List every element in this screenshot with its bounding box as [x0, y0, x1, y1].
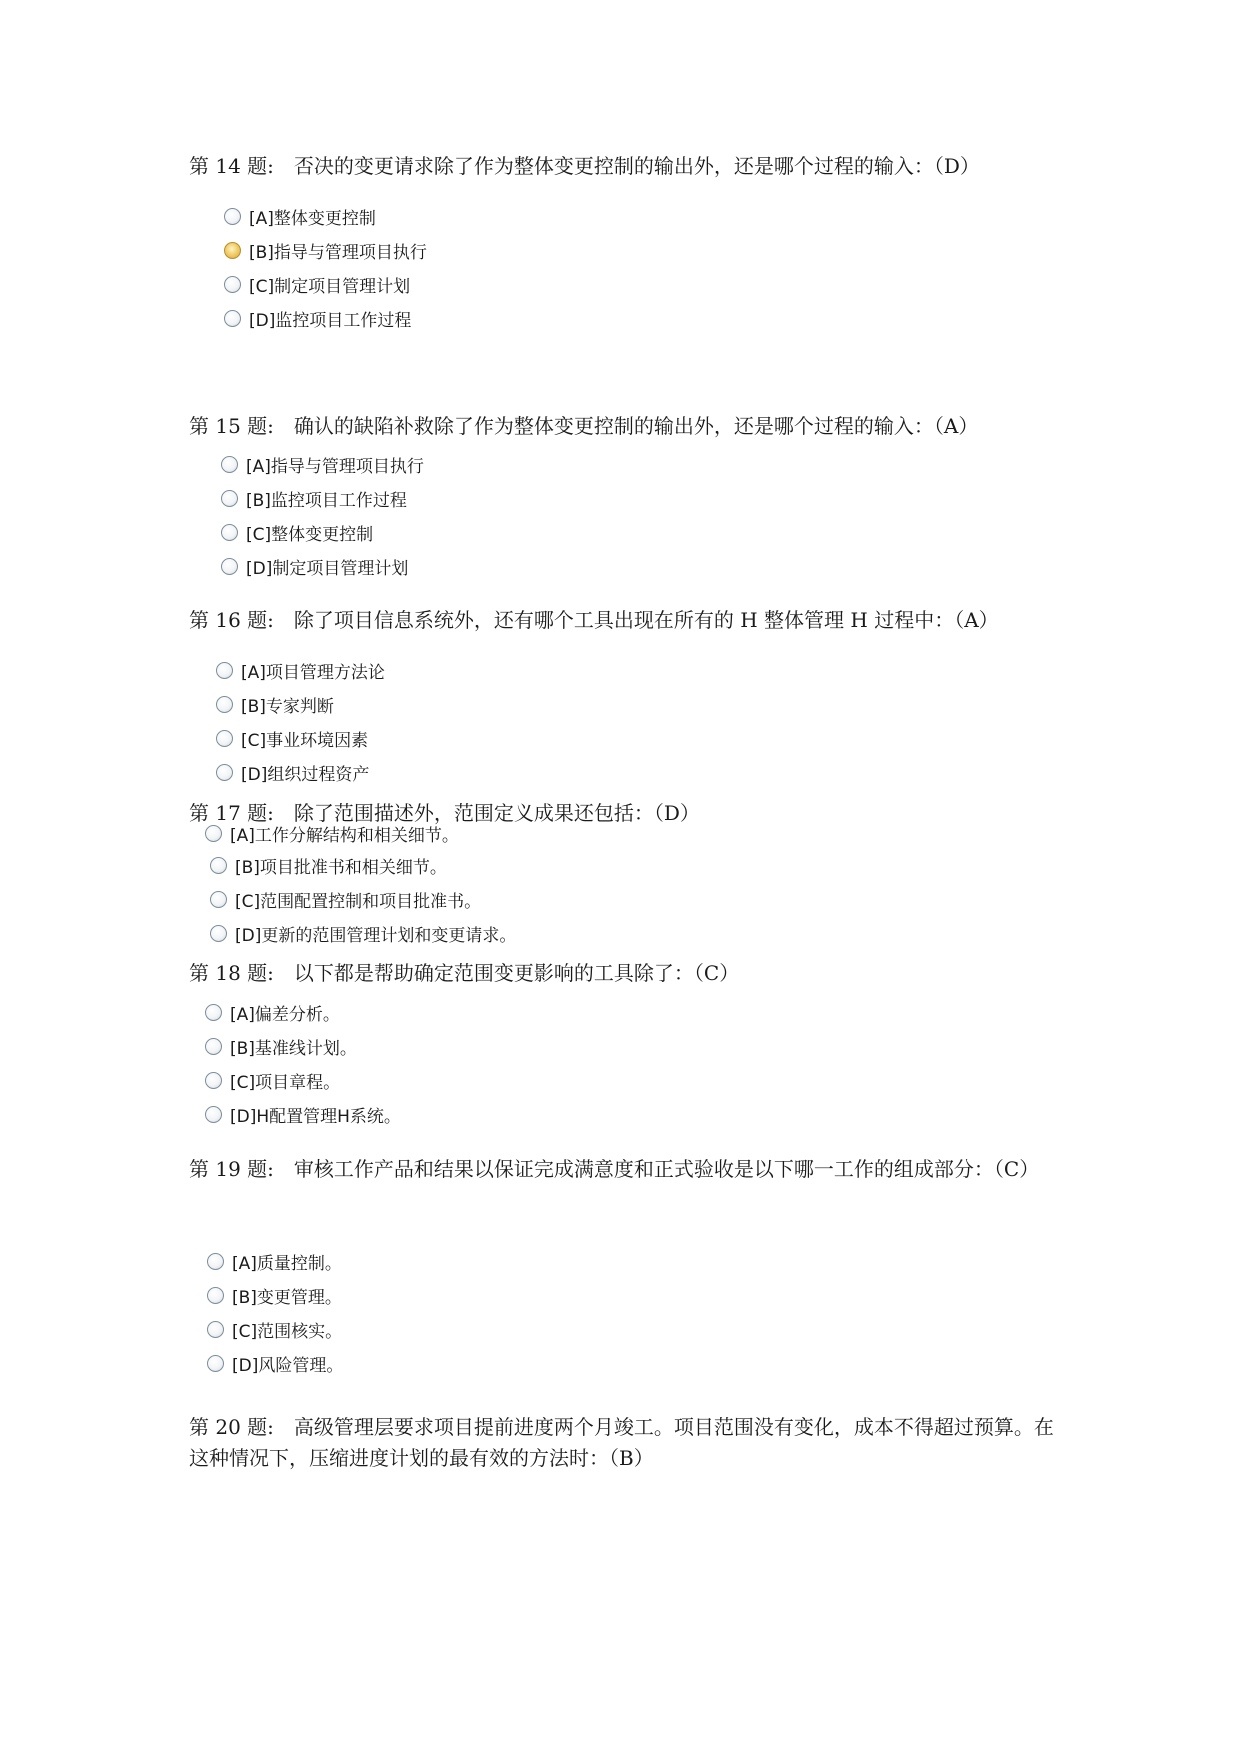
- option-18b[interactable]: [205, 1032, 357, 1060]
- option-16b[interactable]: [216, 690, 334, 718]
- option-14c[interactable]: [224, 270, 410, 298]
- option-16a[interactable]: [216, 656, 385, 684]
- option-14b[interactable]: [224, 236, 427, 264]
- option-label: [B]监控项目工作过程: [246, 490, 407, 511]
- option-14a[interactable]: [224, 202, 376, 230]
- option-15c[interactable]: [221, 518, 373, 546]
- option-18c[interactable]: [205, 1066, 340, 1094]
- question-19: 第 19 题: 审核工作产品和结果以保证完成满意度和正式验收是以下哪一工作的组成部分：（C）: [189, 1157, 1040, 1181]
- radio-button-icon[interactable]: [224, 208, 241, 225]
- radio-button-icon[interactable]: [224, 276, 241, 293]
- clipped-option-row: [205, 825, 625, 847]
- option-17d[interactable]: [210, 919, 516, 947]
- option-label: [D]风险管理。: [232, 1355, 344, 1376]
- radio-button-icon[interactable]: [207, 1287, 224, 1304]
- option-label: [C]范围核实。: [232, 1321, 343, 1342]
- option-17a[interactable]: [205, 819, 459, 847]
- option-19b[interactable]: [207, 1281, 342, 1309]
- option-label: [A]项目管理方法论: [241, 662, 385, 683]
- option-18a[interactable]: [205, 998, 340, 1026]
- option-17c[interactable]: [210, 885, 481, 913]
- radio-button-icon[interactable]: [207, 1253, 224, 1270]
- radio-button-icon[interactable]: [216, 764, 233, 781]
- radio-button-icon[interactable]: [205, 1072, 222, 1089]
- option-label: [B]指导与管理项目执行: [249, 242, 427, 263]
- option-label: [B]变更管理。: [232, 1287, 342, 1308]
- radio-button-icon[interactable]: [221, 524, 238, 541]
- option-label: [D]制定项目管理计划: [246, 558, 409, 579]
- radio-button-icon[interactable]: [210, 891, 227, 908]
- question-14: 第 14 题: 否决的变更请求除了作为整体变更控制的输出外，还是哪个过程的输入：（D）: [189, 154, 980, 178]
- radio-button-icon[interactable]: [207, 1321, 224, 1338]
- question-15: 第 15 题: 确认的缺陷补救除了作为整体变更控制的输出外，还是哪个过程的输入：（A）: [189, 414, 979, 438]
- option-label: [C]范围配置控制和项目批准书。: [235, 891, 482, 912]
- option-label: [A]工作分解结构和相关细节。: [230, 825, 459, 846]
- option-label: [B]项目批准书和相关细节。: [235, 857, 447, 878]
- radio-button-selected-icon[interactable]: [224, 242, 241, 259]
- option-label: [B]基准线计划。: [230, 1038, 357, 1059]
- radio-button-icon[interactable]: [216, 730, 233, 747]
- option-16d[interactable]: [216, 758, 369, 786]
- radio-button-icon[interactable]: [210, 925, 227, 942]
- radio-button-icon[interactable]: [216, 662, 233, 679]
- question-18: 第 18 题: 以下都是帮助确定范围变更影响的工具除了：（C）: [189, 961, 740, 985]
- option-label: [D]H配置管理H系统。: [230, 1106, 401, 1127]
- option-label: [A]质量控制。: [232, 1253, 342, 1274]
- option-label: [D]更新的范围管理计划和变更请求。: [235, 925, 517, 946]
- option-18d[interactable]: [205, 1100, 401, 1128]
- option-label: [B]专家判断: [241, 696, 334, 717]
- radio-button-icon[interactable]: [205, 825, 222, 842]
- option-label: [C]整体变更控制: [246, 524, 374, 545]
- radio-button-icon[interactable]: [221, 558, 238, 575]
- radio-button-icon[interactable]: [207, 1355, 224, 1372]
- radio-button-icon[interactable]: [205, 1004, 222, 1021]
- option-19d[interactable]: [207, 1349, 343, 1377]
- radio-button-icon[interactable]: [221, 456, 238, 473]
- option-15a[interactable]: [221, 450, 424, 478]
- option-15d[interactable]: [221, 552, 408, 580]
- option-19c[interactable]: [207, 1315, 342, 1343]
- option-label: [A]指导与管理项目执行: [246, 456, 424, 477]
- option-17b[interactable]: [210, 851, 447, 879]
- option-14d[interactable]: [224, 304, 411, 332]
- option-label: [D]组织过程资产: [241, 764, 370, 785]
- option-label: [C]项目章程。: [230, 1072, 341, 1093]
- radio-button-icon[interactable]: [210, 857, 227, 874]
- option-16c[interactable]: [216, 724, 368, 752]
- option-label: [D]监控项目工作过程: [249, 310, 412, 331]
- radio-button-icon[interactable]: [224, 310, 241, 327]
- radio-button-icon[interactable]: [216, 696, 233, 713]
- radio-button-icon[interactable]: [221, 490, 238, 507]
- question-20: 第 20 题: 高级管理层要求项目提前进度两个月竣工。项目范围没有变化，成本不得超过预算。在这种情况下，压缩进度计划的最有效的方法时：（B）: [189, 1415, 1054, 1470]
- option-label: [A]整体变更控制: [249, 208, 376, 229]
- option-19a[interactable]: [207, 1247, 342, 1275]
- radio-button-icon[interactable]: [205, 1038, 222, 1055]
- option-label: [C]制定项目管理计划: [249, 276, 411, 297]
- option-15b[interactable]: [221, 484, 407, 512]
- option-label: [C]事业环境因素: [241, 730, 369, 751]
- question-17: 第 17 题: 除了范围描述外，范围定义成果还包括：（D）: [189, 801, 700, 825]
- radio-button-icon[interactable]: [205, 1106, 222, 1123]
- option-label: [A]偏差分析。: [230, 1004, 340, 1025]
- question-16: 第 16 题: 除了项目信息系统外，还有哪个工具出现在所有的 H 整体管理 H 过程中：（A）: [189, 608, 999, 632]
